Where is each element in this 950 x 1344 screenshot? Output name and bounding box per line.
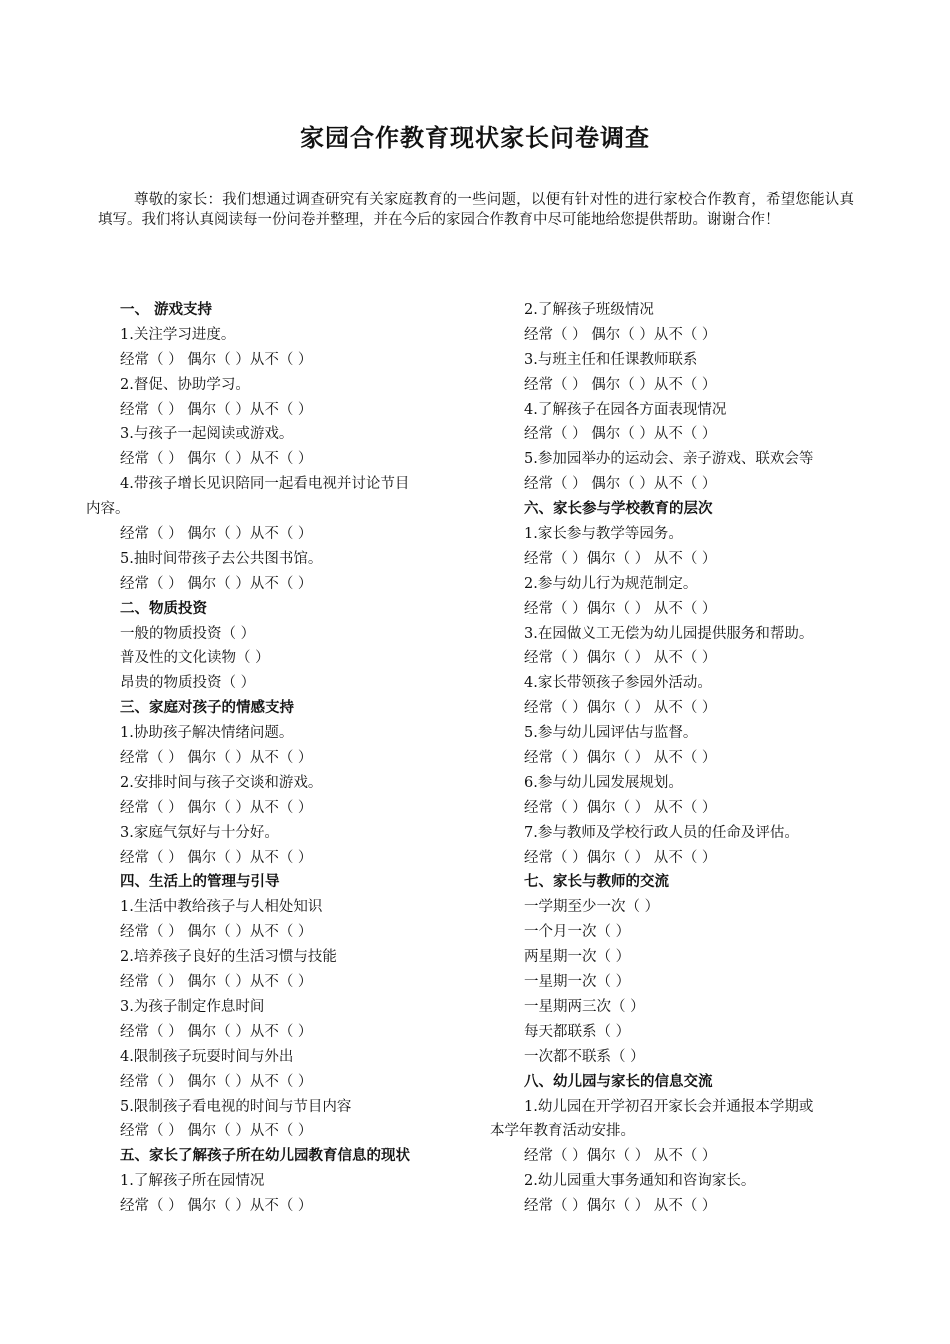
question-line: 2.督促、协助学习。 bbox=[120, 376, 250, 393]
question-line-continued: 本学年教育活动安排。 bbox=[490, 1123, 635, 1140]
answer-options: 经常（ ） 偶尔（ ）从不（ ） bbox=[120, 924, 313, 941]
answer-options: 经常（ ） 偶尔（ ）从不（ ） bbox=[120, 401, 313, 418]
section-heading: 八、幼儿园与家长的信息交流 bbox=[524, 1073, 713, 1090]
left-column bbox=[86, 298, 466, 1219]
question-line: 3.与班主任和任课教师联系 bbox=[524, 351, 698, 368]
answer-options: 经常（ ）偶尔（ ） 从不（ ） bbox=[524, 550, 717, 567]
answer-options: 经常（ ） 偶尔（ ）从不（ ） bbox=[524, 426, 717, 443]
section-heading: 六、家长参与学校教育的层次 bbox=[524, 501, 713, 518]
question-line: 3.在园做义工无偿为幼儿园提供服务和帮助。 bbox=[524, 625, 814, 642]
answer-options: 一个月一次（ ） bbox=[524, 924, 631, 941]
question-line: 3.为孩子制定作息时间 bbox=[120, 998, 265, 1015]
question-line: 5.抽时间带孩子去公共图书馆。 bbox=[120, 550, 323, 567]
question-line: 5.参加园举办的运动会、亲子游戏、联欢会等 bbox=[524, 451, 814, 468]
section-heading: 四、生活上的管理与引导 bbox=[120, 874, 280, 891]
answer-options: 经常（ ）偶尔（ ） 从不（ ） bbox=[524, 1198, 717, 1215]
answer-options: 经常（ ） 偶尔（ ）从不（ ） bbox=[120, 1198, 313, 1215]
answer-options: 经常（ ）偶尔（ ） 从不（ ） bbox=[524, 750, 717, 767]
question-line: 2.幼儿园重大事务通知和咨询家长。 bbox=[524, 1173, 756, 1190]
answer-options: 一般的物质投资（ ） bbox=[120, 625, 256, 642]
question-line: 2.了解孩子班级情况 bbox=[524, 302, 654, 318]
answer-options: 经常（ ）偶尔（ ） 从不（ ） bbox=[524, 1148, 717, 1165]
question-line-continued: 内容。 bbox=[86, 501, 130, 518]
answer-options: 经常（ ）偶尔（ ） 从不（ ） bbox=[524, 849, 717, 866]
answer-options: 经常（ ） 偶尔（ ）从不（ ） bbox=[120, 1023, 313, 1040]
question-line: 1.幼儿园在开学初召开家长会并通报本学期或 bbox=[524, 1098, 814, 1115]
question-line: 3.与孩子一起阅读或游戏。 bbox=[120, 426, 294, 443]
section-heading: 七、家长与教师的交流 bbox=[524, 874, 669, 891]
section-heading: 五、家长了解孩子所在幼儿园教育信息的现状 bbox=[120, 1148, 410, 1165]
section-heading: 一、 游戏支持 bbox=[120, 302, 213, 318]
section-heading: 三、家庭对孩子的情感支持 bbox=[120, 700, 294, 717]
question-line: 4.限制孩子玩耍时间与外出 bbox=[120, 1048, 294, 1065]
question-line: 4.带孩子增长见识陪同一起看电视并讨论节目 bbox=[120, 476, 410, 493]
answer-options: 经常（ ） 偶尔（ ）从不（ ） bbox=[524, 476, 717, 493]
answer-options: 经常（ ） 偶尔（ ）从不（ ） bbox=[120, 974, 313, 991]
answer-options: 一学期至少一次（ ） bbox=[524, 899, 660, 916]
question-line: 1.家长参与教学等园务。 bbox=[524, 526, 683, 543]
answer-options: 经常（ ） 偶尔（ ）从不（ ） bbox=[524, 326, 717, 343]
answer-options: 经常（ ） 偶尔（ ）从不（ ） bbox=[120, 1073, 313, 1090]
question-line: 4.了解孩子在园各方面表现情况 bbox=[524, 401, 727, 418]
answer-options: 经常（ ）偶尔（ ） 从不（ ） bbox=[524, 600, 717, 617]
right-column bbox=[490, 298, 870, 1219]
answer-options: 两星期一次（ ） bbox=[524, 949, 631, 966]
answer-options: 经常（ ） 偶尔（ ）从不（ ） bbox=[120, 526, 313, 543]
answer-options: 经常（ ）偶尔（ ） 从不（ ） bbox=[524, 700, 717, 717]
section-heading: 二、物质投资 bbox=[120, 600, 207, 617]
question-line: 7.参与教师及学校行政人员的任命及评估。 bbox=[524, 824, 799, 841]
question-line: 1.了解孩子所在园情况 bbox=[120, 1173, 265, 1190]
answer-options: 经常（ ）偶尔（ ） 从不（ ） bbox=[524, 650, 717, 667]
question-line: 6.参与幼儿园发展规划。 bbox=[524, 774, 683, 791]
question-line: 2.安排时间与孩子交谈和游戏。 bbox=[120, 774, 323, 791]
answer-options: 一星期两三次（ ） bbox=[524, 998, 645, 1015]
answer-options: 一星期一次（ ） bbox=[524, 974, 631, 991]
answer-options: 经常（ ） 偶尔（ ）从不（ ） bbox=[120, 1123, 313, 1140]
answer-options: 普及性的文化读物（ ） bbox=[120, 650, 270, 667]
answer-options: 经常（ ） 偶尔（ ）从不（ ） bbox=[120, 849, 313, 866]
answer-options: 经常（ ） 偶尔（ ）从不（ ） bbox=[524, 376, 717, 393]
answer-options: 昂贵的物质投资（ ） bbox=[120, 675, 256, 692]
question-line: 4.家长带领孩子参园外活动。 bbox=[524, 675, 712, 692]
answer-options: 每天都联系（ ） bbox=[524, 1023, 631, 1040]
document-title: 家园合作教育现状家长问卷调查 bbox=[300, 123, 650, 152]
answer-options: 经常（ ） 偶尔（ ）从不（ ） bbox=[120, 351, 313, 368]
question-line: 1.协助孩子解决情绪问题。 bbox=[120, 725, 294, 742]
question-line: 2.培养孩子良好的生活习惯与技能 bbox=[120, 949, 337, 966]
intro-paragraph: 尊敬的家长：我们想通过调查研究有关家庭教育的一些问题，以便有针对性的进行家校合作教育，希望您能认真填写。我们将认真阅读每一份问卷并整理，并在今后的家园合作教育中尽可能地给您提供帮助。谢谢合作！ bbox=[98, 192, 854, 228]
answer-options: 经常（ ） 偶尔（ ）从不（ ） bbox=[120, 750, 313, 767]
answer-options: 一次都不联系（ ） bbox=[524, 1048, 645, 1065]
question-line: 2.参与幼儿行为规范制定。 bbox=[524, 575, 698, 592]
answer-options: 经常（ ） 偶尔（ ）从不（ ） bbox=[120, 451, 313, 468]
answer-options: 经常（ ） 偶尔（ ）从不（ ） bbox=[120, 799, 313, 816]
question-line: 3.家庭气氛好与十分好。 bbox=[120, 824, 279, 841]
question-line: 1.关注学习进度。 bbox=[120, 326, 236, 343]
question-line: 5.参与幼儿园评估与监督。 bbox=[524, 725, 698, 742]
answer-options: 经常（ ） 偶尔（ ）从不（ ） bbox=[120, 575, 313, 592]
question-line: 1.生活中教给孩子与人相处知识 bbox=[120, 899, 323, 916]
answer-options: 经常（ ）偶尔（ ） 从不（ ） bbox=[524, 799, 717, 816]
question-line: 5.限制孩子看电视的时间与节目内容 bbox=[120, 1098, 352, 1115]
